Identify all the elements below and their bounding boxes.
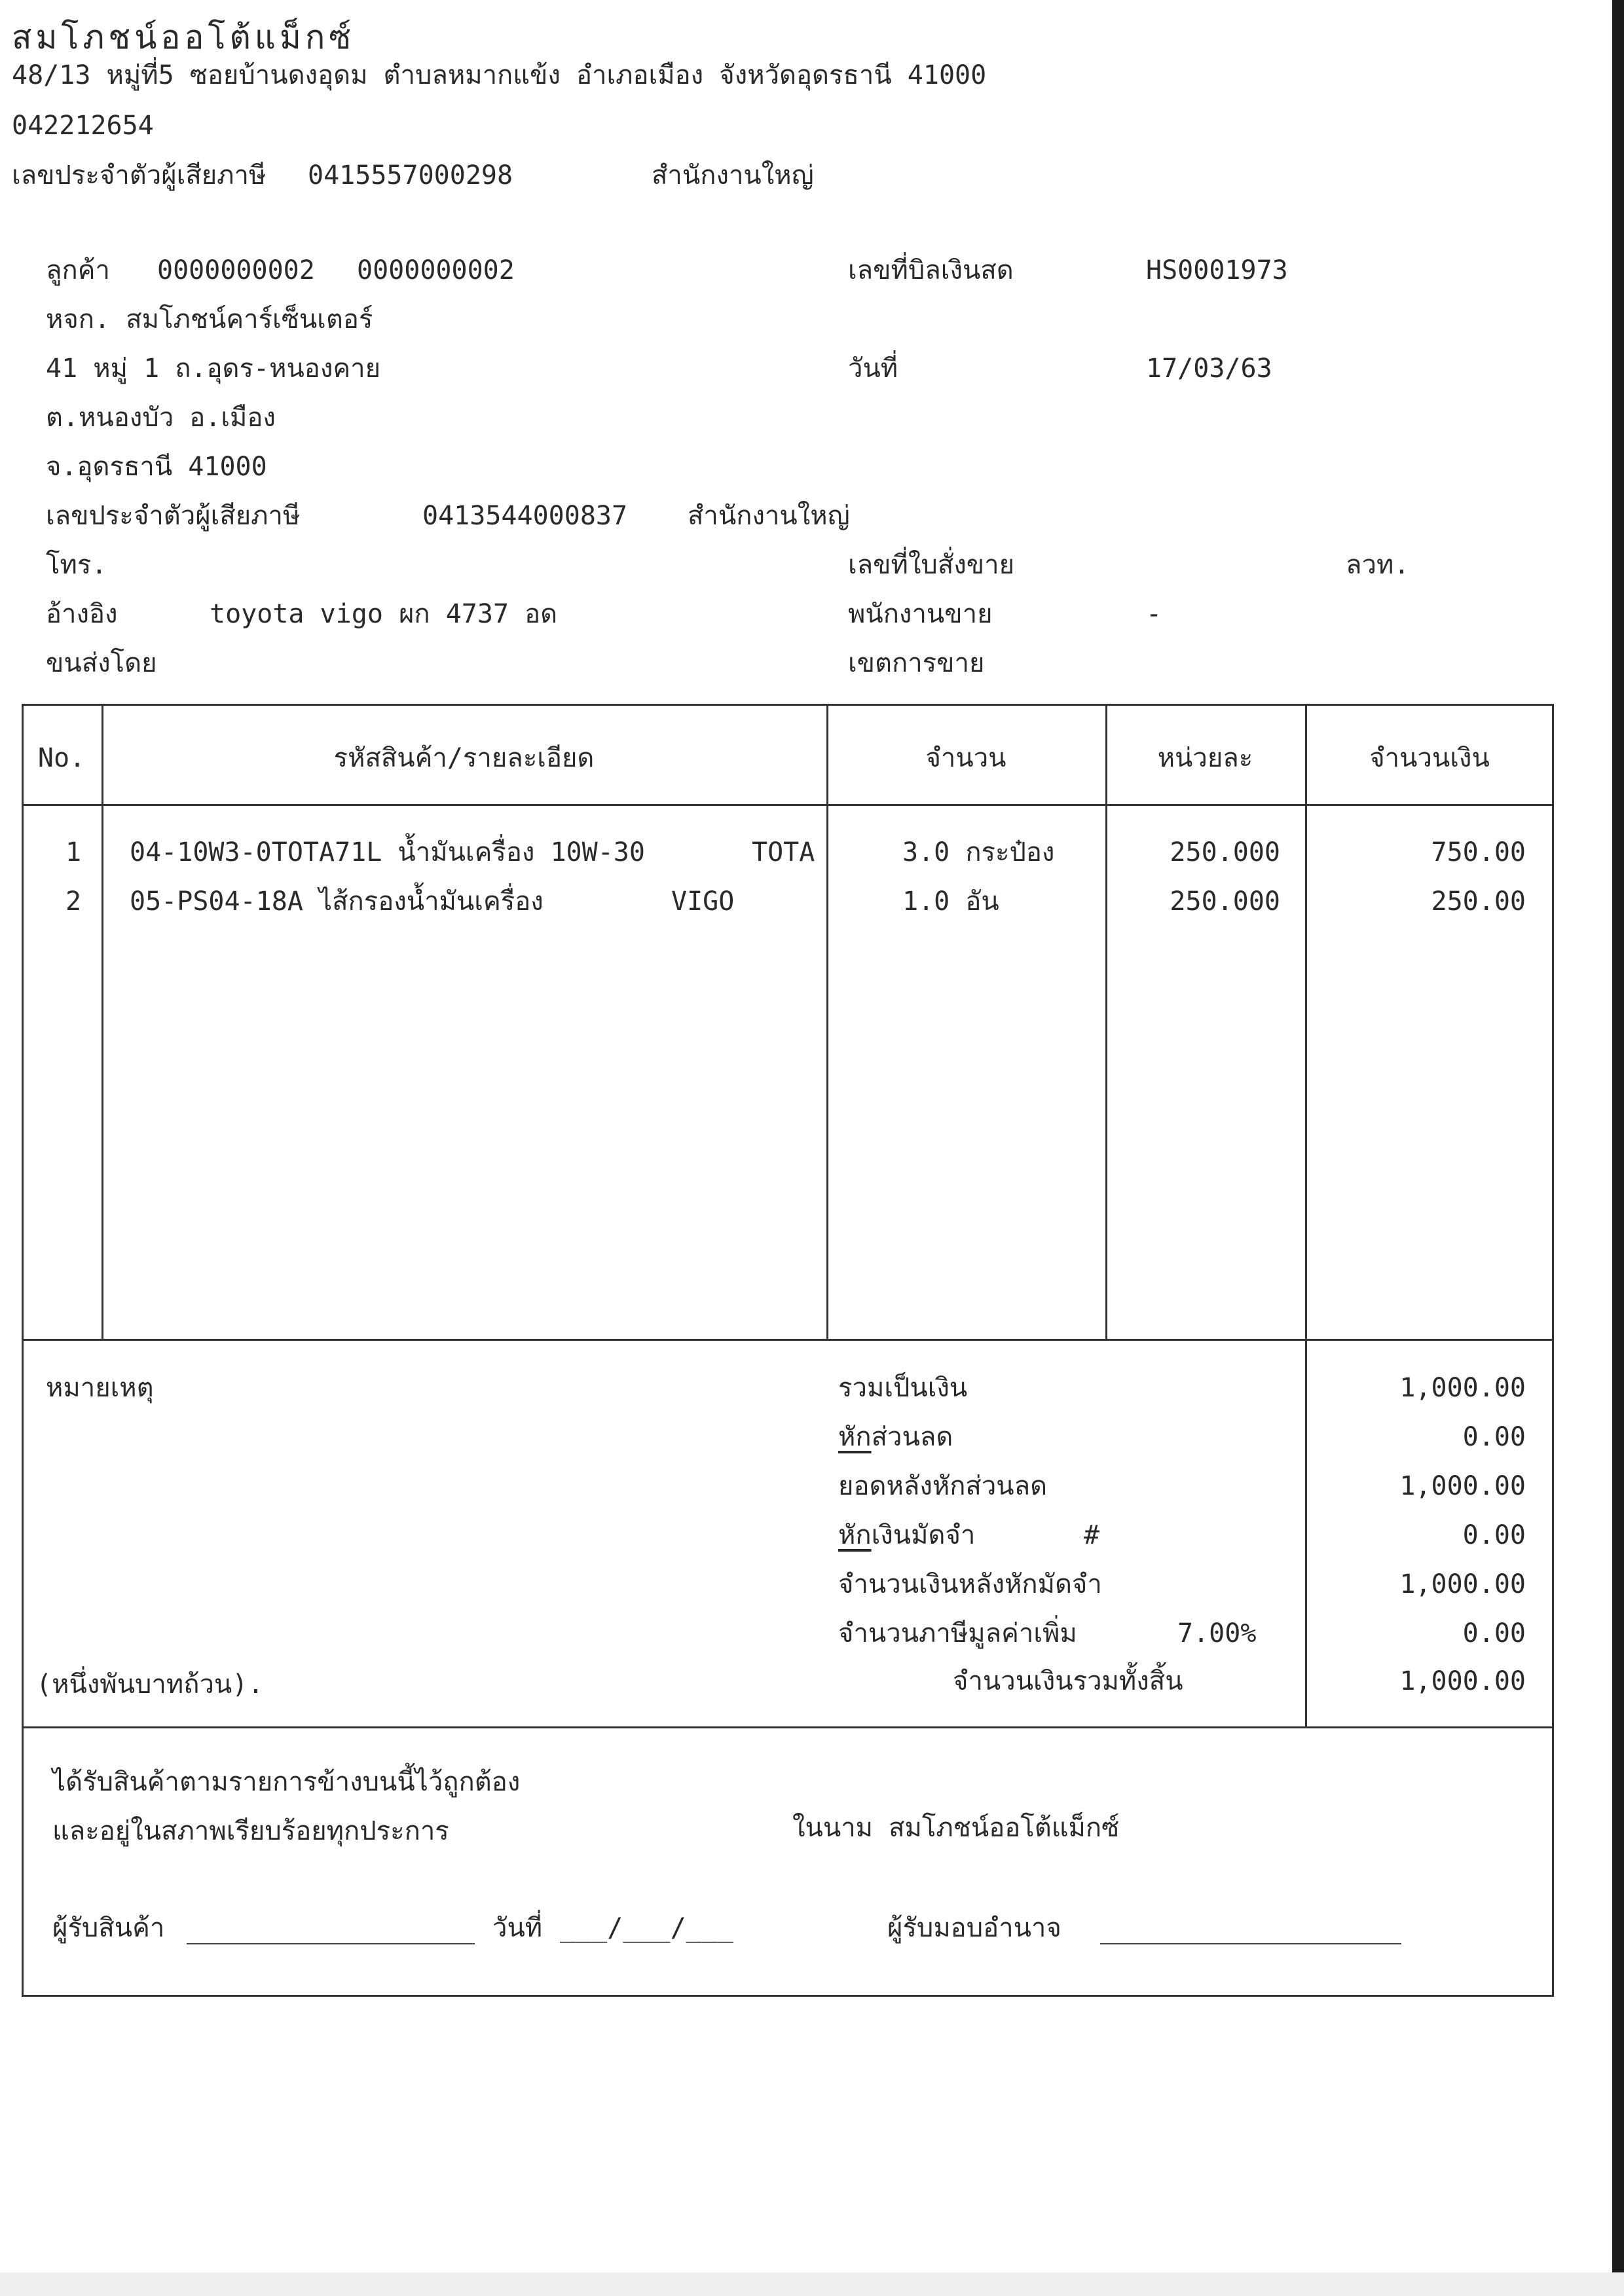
summary-divider (22, 1726, 1554, 1728)
deposit-value: 0.00 (1462, 1520, 1526, 1550)
grand-total-label: จำนวนเงินรวมทั้งสิ้น (953, 1666, 1183, 1696)
row-amount: 250.00 (1431, 886, 1526, 917)
col-header-no: No. (37, 743, 86, 773)
reference-label: อ้างอิง (46, 599, 118, 629)
row-qty: 3.0 กระป๋อง (902, 837, 1055, 867)
discount-text: ส่วนลด (871, 1422, 953, 1452)
deposit-mark: # (1084, 1520, 1100, 1550)
customer-tax-label: เลขประจำตัวผู้เสียภาษี (46, 501, 301, 531)
authorized-label: ผู้รับมอบอำนาจ (887, 1913, 1061, 1943)
customer-name: หจก. สมโภชน์คาร์เซ็นเตอร์ (46, 304, 373, 335)
customer-code2: 0000000002 (357, 255, 515, 285)
discount-label (838, 1424, 953, 1450)
bill-number: HS0001973 (1146, 255, 1288, 285)
col-divider (826, 704, 828, 1340)
bill-number-label: เลขที่บิลเงินสด (848, 255, 1014, 285)
discount-value: 0.00 (1462, 1422, 1526, 1452)
col-header-qty: จำนวน (925, 743, 1006, 773)
scan-edge (1612, 0, 1624, 2296)
row-no: 2 (65, 886, 82, 917)
customer-label: ลูกค้า (46, 255, 110, 285)
col-header-desc: รหัสสินค้า/รายละเอียด (333, 743, 595, 773)
table-header-divider (22, 804, 1554, 806)
receive-date-label: วันที่ (492, 1913, 543, 1943)
amount-in-words: (หนึ่งพันบาทถ้วน). (36, 1669, 264, 1700)
table-body-divider (22, 1339, 1554, 1341)
received-statement-2: และอยู่ในสภาพเรียบร้อยทุกประการ (52, 1816, 449, 1846)
customer-address2: ต.หนองบัว อ.เมือง (46, 403, 276, 433)
row-qty: 1.0 อัน (902, 886, 999, 917)
row-amount: 750.00 (1431, 837, 1526, 867)
customer-branch: สำนักงานใหญ่ (688, 501, 850, 531)
shipping-label: ขนส่งโดย (46, 648, 157, 678)
receiver-signature-line (187, 1943, 475, 1944)
vat-value: 0.00 (1462, 1618, 1526, 1649)
authorized-signature-line (1100, 1943, 1401, 1944)
sales-order-extra: ลวท. (1346, 550, 1410, 580)
total-label: รวมเป็นเงิน (838, 1373, 968, 1403)
after-discount-label: ยอดหลังหักส่วนลด (838, 1471, 1048, 1501)
deposit-text: เงินมัดจำ (871, 1520, 976, 1550)
customer-phone-label: โทร. (46, 550, 107, 580)
row-tag: VIGO (671, 886, 735, 917)
row-no: 1 (65, 837, 82, 867)
col-divider (1305, 704, 1307, 1726)
col-divider (1105, 704, 1107, 1340)
vat-rate: 7.00% (1177, 1618, 1257, 1649)
company-address: 48/13 หมู่ที่5 ซอยบ้านดงอุดม ตำบลหมากแข้ง อำเภอเมือง จังหวัดอุดรธานี 41000 (12, 60, 987, 90)
company-branch: สำนักงานใหญ่ (652, 160, 814, 191)
customer-address1: 41 หมู่ 1 ถ.อุดร-หนองคาย (46, 354, 381, 384)
row-desc: 05-PS04-18A ไส้กรองน้ำมันเครื่อง (130, 886, 544, 917)
row-tag: TOTA (752, 837, 815, 867)
sales-area-label: เขตการขาย (848, 648, 985, 678)
company-tax-id: 0415557000298 (308, 160, 513, 191)
deposit-prefix: หัก (838, 1520, 872, 1550)
after-deposit-value: 1,000.00 (1399, 1569, 1526, 1599)
discount-prefix: หัก (838, 1422, 872, 1452)
col-header-unit: หน่วยละ (1157, 743, 1253, 773)
customer-address3: จ.อุดรธานี 41000 (46, 452, 267, 482)
bill-date: 17/03/63 (1146, 354, 1272, 384)
grand-total-value: 1,000.00 (1399, 1666, 1526, 1696)
received-statement-1: ได้รับสินค้าตามรายการข้างบนนี้ไว้ถูกต้อง (52, 1767, 521, 1797)
remark-label: หมายเหตุ (46, 1373, 154, 1403)
company-phone: 042212654 (12, 111, 154, 141)
vat-label: จำนวนภาษีมูลค่าเพิ่ม (838, 1618, 1077, 1649)
salesperson-label: พนักงานขาย (848, 599, 993, 629)
total-value: 1,000.00 (1399, 1373, 1526, 1403)
on-behalf-of: ในนาม สมโภชน์ออโต้แม็กซ์ (792, 1813, 1120, 1843)
after-discount-value: 1,000.00 (1399, 1471, 1526, 1501)
col-divider (101, 704, 103, 1340)
receive-date-blank: ___/___/___ (560, 1913, 733, 1943)
row-unit-price: 250.000 (1170, 886, 1280, 917)
col-header-amount: จำนวนเงิน (1369, 743, 1490, 773)
scan-border (0, 2272, 1624, 2296)
row-unit-price: 250.000 (1170, 837, 1280, 867)
company-name: สมโภชน์ออโต้แม็กซ์ (12, 18, 356, 56)
row-desc: 04-10W3-0TOTA71L น้ำมันเครื่อง 10W-30 (130, 837, 645, 867)
bill-date-label: วันที่ (848, 354, 898, 384)
customer-code1: 0000000002 (157, 255, 315, 285)
receiver-label: ผู้รับสินค้า (52, 1913, 165, 1943)
deposit-label (838, 1522, 975, 1548)
company-tax-label: เลขประจำตัวผู้เสียภาษี (12, 160, 267, 191)
reference-value: toyota vigo ผก 4737 อด (210, 599, 558, 629)
salesperson-value: - (1146, 599, 1162, 629)
after-deposit-label: จำนวนเงินหลังหักมัดจำ (838, 1569, 1102, 1599)
sales-order-label: เลขที่ใบสั่งขาย (848, 550, 1015, 580)
customer-tax-id: 0413544000837 (422, 501, 628, 531)
